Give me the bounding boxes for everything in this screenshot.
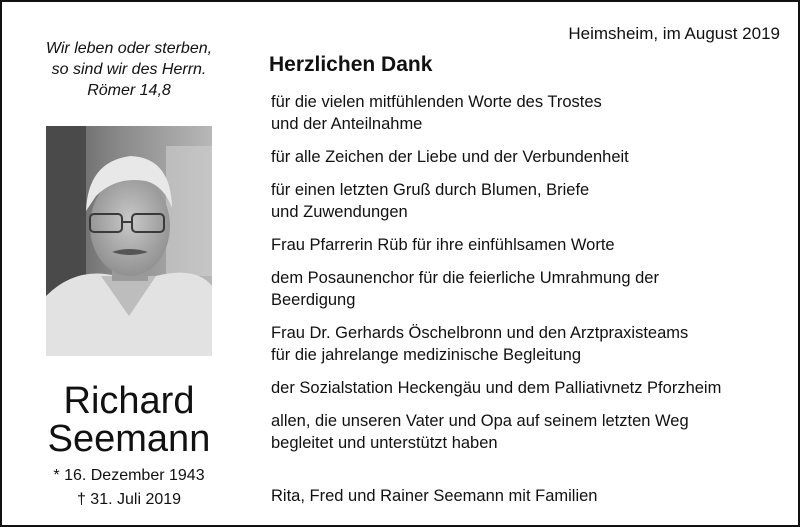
birth-date: * 16. Dezember 1943	[53, 467, 205, 484]
thanks-line: Frau Dr. Gerhards Öschelbronn und den Arztpraxisteams	[271, 324, 689, 342]
first-name: Richard	[63, 380, 195, 422]
verse-line: so sind wir des Herrn.	[51, 61, 207, 78]
verse-reference: Römer 14,8	[87, 82, 171, 99]
life-dates	[22, 464, 236, 512]
bible-verse	[24, 38, 234, 101]
thanks-line: allen, die unseren Vater und Opa auf seinem letzten Weg	[271, 412, 689, 430]
death-date: † 31. Juli 2019	[76, 491, 182, 508]
thanks-line: und Zuwendungen	[271, 203, 408, 221]
verse-line: Wir leben oder sterben,	[45, 40, 213, 57]
portrait-photo	[46, 126, 212, 356]
thanks-list	[271, 91, 791, 465]
thanks-item	[271, 179, 791, 223]
thanks-line: für die vielen mitfühlenden Worte des Trostes	[271, 93, 602, 111]
thanks-line: und der Anteilnahme	[271, 115, 423, 133]
thanks-line: begleitet und unterstützt haben	[271, 434, 498, 452]
left-column	[2, 2, 257, 525]
thanks-line: dem Posaunenchor für die feierliche Umrahmung der	[271, 269, 659, 287]
heading: Herzlichen Dank	[269, 53, 433, 76]
thanks-item	[271, 322, 791, 366]
thanks-line: der Sozialstation Heckengäu und dem Palliativnetz Pforzheim	[271, 379, 722, 397]
thanks-item	[271, 91, 791, 135]
thanks-line: für einen letzten Gruß durch Blumen, Briefe	[271, 181, 590, 199]
thanks-line: für die jahrelange medizinische Begleitung	[271, 346, 582, 364]
thanks-line: Frau Pfarrerin Rüb für ihre einfühlsamen Worte	[271, 236, 615, 254]
thanks-item	[271, 146, 791, 168]
thanks-line: für alle Zeichen der Liebe und der Verbundenheit	[271, 148, 629, 166]
last-name: Seemann	[47, 418, 211, 460]
thanks-item	[271, 377, 791, 399]
thanks-item	[271, 234, 791, 256]
thanks-item	[271, 410, 791, 454]
portrait-photo-image	[46, 126, 212, 356]
place-date: Heimsheim, im August 2019	[568, 24, 780, 43]
signature: Rita, Fred und Rainer Seemann mit Familien	[271, 487, 598, 505]
deceased-name	[22, 382, 236, 458]
thanks-item	[271, 267, 791, 311]
thanks-line: Beerdigung	[271, 291, 356, 309]
